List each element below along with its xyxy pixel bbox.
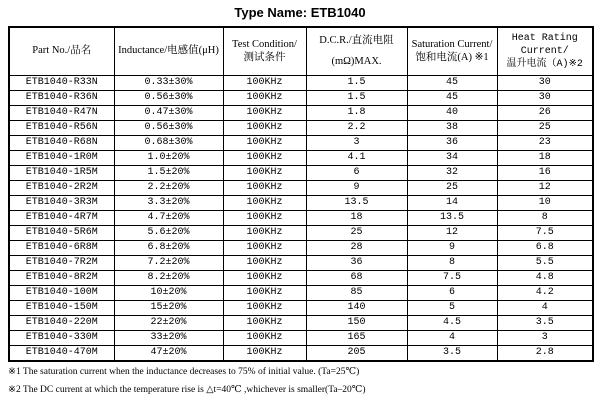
heat-rating-current-cell: 16: [497, 165, 593, 180]
dcr-cell: 1.5: [306, 75, 407, 90]
saturation-current-cell: 45: [407, 90, 497, 105]
inductance-cell: 3.3±20%: [114, 195, 223, 210]
column-header-part-no: Part No./品名: [9, 27, 114, 75]
saturation-current-cell: 4: [407, 330, 497, 345]
heat-rating-current-cell: 23: [497, 135, 593, 150]
heat-rating-current-cell: 6.8: [497, 240, 593, 255]
test-condition-cell: 100KHz: [223, 150, 306, 165]
dcr-cell: 205: [306, 345, 407, 361]
inductance-cell: 33±20%: [114, 330, 223, 345]
saturation-current-cell: 34: [407, 150, 497, 165]
table-row: [9, 195, 593, 210]
column-header-test-condition: Test Condition/ 测试条件: [223, 27, 306, 75]
inductance-cell: 15±20%: [114, 300, 223, 315]
dcr-cell: 28: [306, 240, 407, 255]
inductance-cell: 4.7±20%: [114, 210, 223, 225]
part-no-cell: ETB1040-8R2M: [9, 270, 114, 285]
heat-rating-current-cell: 4.8: [497, 270, 593, 285]
heat-rating-current-cell: 30: [497, 90, 593, 105]
part-no-cell: ETB1040-R56N: [9, 120, 114, 135]
footnotes: [8, 367, 600, 396]
table-row: [9, 345, 593, 361]
inductance-cell: 1.0±20%: [114, 150, 223, 165]
dcr-cell: 150: [306, 315, 407, 330]
saturation-current-cell: 45: [407, 75, 497, 90]
part-no-cell: ETB1040-100M: [9, 285, 114, 300]
test-condition-cell: 100KHz: [223, 210, 306, 225]
header-row: [9, 27, 593, 75]
saturation-current-cell: 6: [407, 285, 497, 300]
inductance-cell: 0.33±30%: [114, 75, 223, 90]
part-no-cell: ETB1040-1R5M: [9, 165, 114, 180]
table-row: [9, 285, 593, 300]
table-row: [9, 270, 593, 285]
part-no-cell: ETB1040-150M: [9, 300, 114, 315]
column-header-dcr: D.C.R./直流电阻 (mΩ)MAX.: [306, 27, 407, 75]
inductance-cell: 6.8±20%: [114, 240, 223, 255]
saturation-current-cell: 7.5: [407, 270, 497, 285]
table-row: [9, 255, 593, 270]
table-row: [9, 150, 593, 165]
heat-rating-current-cell: 5.5: [497, 255, 593, 270]
column-header-saturation-current: Saturation Current/ 饱和电流(A) ※1: [407, 27, 497, 75]
dcr-cell: 6: [306, 165, 407, 180]
saturation-current-cell: 36: [407, 135, 497, 150]
saturation-current-cell: 14: [407, 195, 497, 210]
dcr-cell: 4.1: [306, 150, 407, 165]
table-row: [9, 90, 593, 105]
heat-rating-current-cell: 2.8: [497, 345, 593, 361]
part-no-cell: ETB1040-R47N: [9, 105, 114, 120]
part-no-cell: ETB1040-4R7M: [9, 210, 114, 225]
table-row: [9, 105, 593, 120]
table-row: [9, 180, 593, 195]
column-header-inductance: Inductance/电感值(μH): [114, 27, 223, 75]
dcr-cell: 140: [306, 300, 407, 315]
heat-rating-current-cell: 25: [497, 120, 593, 135]
inductance-cell: 7.2±20%: [114, 255, 223, 270]
inductance-cell: 0.56±30%: [114, 90, 223, 105]
saturation-current-cell: 5: [407, 300, 497, 315]
part-no-cell: ETB1040-2R2M: [9, 180, 114, 195]
heat-rating-current-cell: 12: [497, 180, 593, 195]
test-condition-cell: 100KHz: [223, 165, 306, 180]
table-row: [9, 300, 593, 315]
part-no-cell: ETB1040-1R0M: [9, 150, 114, 165]
table-row: [9, 330, 593, 345]
table-row: [9, 165, 593, 180]
heat-rating-current-cell: 4: [497, 300, 593, 315]
saturation-current-cell: 3.5: [407, 345, 497, 361]
dcr-cell: 36: [306, 255, 407, 270]
saturation-current-cell: 40: [407, 105, 497, 120]
table-row: [9, 120, 593, 135]
inductance-cell: 8.2±20%: [114, 270, 223, 285]
part-no-cell: ETB1040-220M: [9, 315, 114, 330]
test-condition-cell: 100KHz: [223, 255, 306, 270]
heat-rating-current-cell: 26: [497, 105, 593, 120]
saturation-current-cell: 32: [407, 165, 497, 180]
part-no-cell: ETB1040-R36N: [9, 90, 114, 105]
part-no-cell: ETB1040-470M: [9, 345, 114, 361]
saturation-current-cell: 38: [407, 120, 497, 135]
dcr-cell: 85: [306, 285, 407, 300]
table-row: [9, 315, 593, 330]
column-header-heat-rating-current: Heat Rating Current/ 温升电流（A)※2: [497, 27, 593, 75]
test-condition-cell: 100KHz: [223, 270, 306, 285]
heat-rating-current-cell: 30: [497, 75, 593, 90]
dcr-cell: 68: [306, 270, 407, 285]
footnote-saturation: ※1 The saturation current when the inductance decreases to 75% of initial value. (Ta=25℃): [8, 366, 360, 377]
heat-rating-current-cell: 4.2: [497, 285, 593, 300]
inductance-cell: 0.56±30%: [114, 120, 223, 135]
saturation-current-cell: 8: [407, 255, 497, 270]
test-condition-cell: 100KHz: [223, 285, 306, 300]
table-body: [9, 75, 593, 361]
inductance-cell: 5.6±20%: [114, 225, 223, 240]
dcr-cell: 13.5: [306, 195, 407, 210]
test-condition-cell: 100KHz: [223, 345, 306, 361]
heat-rating-current-cell: 3: [497, 330, 593, 345]
saturation-current-cell: 12: [407, 225, 497, 240]
dcr-cell: 2.2: [306, 120, 407, 135]
test-condition-cell: 100KHz: [223, 75, 306, 90]
dcr-cell: 1.5: [306, 90, 407, 105]
spec-table: [8, 26, 594, 362]
inductance-cell: 47±20%: [114, 345, 223, 361]
saturation-current-cell: 25: [407, 180, 497, 195]
test-condition-cell: 100KHz: [223, 90, 306, 105]
heat-rating-current-cell: 7.5: [497, 225, 593, 240]
table-row: [9, 225, 593, 240]
part-no-cell: ETB1040-7R2M: [9, 255, 114, 270]
heat-rating-current-cell: 3.5: [497, 315, 593, 330]
part-no-cell: ETB1040-5R6M: [9, 225, 114, 240]
heat-rating-current-cell: 18: [497, 150, 593, 165]
saturation-current-cell: 4.5: [407, 315, 497, 330]
test-condition-cell: 100KHz: [223, 240, 306, 255]
inductance-cell: 22±20%: [114, 315, 223, 330]
part-no-cell: ETB1040-3R3M: [9, 195, 114, 210]
part-no-cell: ETB1040-R33N: [9, 75, 114, 90]
test-condition-cell: 100KHz: [223, 300, 306, 315]
test-condition-cell: 100KHz: [223, 120, 306, 135]
part-no-cell: ETB1040-R68N: [9, 135, 114, 150]
test-condition-cell: 100KHz: [223, 315, 306, 330]
test-condition-cell: 100KHz: [223, 135, 306, 150]
inductance-cell: 0.68±30%: [114, 135, 223, 150]
inductance-cell: 0.47±30%: [114, 105, 223, 120]
heat-rating-current-cell: 10: [497, 195, 593, 210]
table-row: [9, 210, 593, 225]
part-no-cell: ETB1040-330M: [9, 330, 114, 345]
footnote-heat-rating: ※2 The DC current at which the temperature rise is △t=40℃ ,whichever is smaller(Ta–20℃): [8, 384, 366, 395]
dcr-cell: 1.8: [306, 105, 407, 120]
test-condition-cell: 100KHz: [223, 195, 306, 210]
inductance-cell: 2.2±20%: [114, 180, 223, 195]
test-condition-cell: 100KHz: [223, 105, 306, 120]
test-condition-cell: 100KHz: [223, 180, 306, 195]
saturation-current-cell: 13.5: [407, 210, 497, 225]
table-row: [9, 75, 593, 90]
dcr-cell: 165: [306, 330, 407, 345]
page-title: Type Name: ETB1040: [234, 5, 366, 20]
test-condition-cell: 100KHz: [223, 330, 306, 345]
inductance-cell: 1.5±20%: [114, 165, 223, 180]
saturation-current-cell: 9: [407, 240, 497, 255]
table-row: [9, 240, 593, 255]
dcr-cell: 9: [306, 180, 407, 195]
test-condition-cell: 100KHz: [223, 225, 306, 240]
table-row: [9, 135, 593, 150]
dcr-cell: 18: [306, 210, 407, 225]
heat-rating-current-cell: 8: [497, 210, 593, 225]
table-header: [9, 27, 593, 75]
part-no-cell: ETB1040-6R8M: [9, 240, 114, 255]
inductance-cell: 10±20%: [114, 285, 223, 300]
dcr-cell: 25: [306, 225, 407, 240]
dcr-cell: 3: [306, 135, 407, 150]
